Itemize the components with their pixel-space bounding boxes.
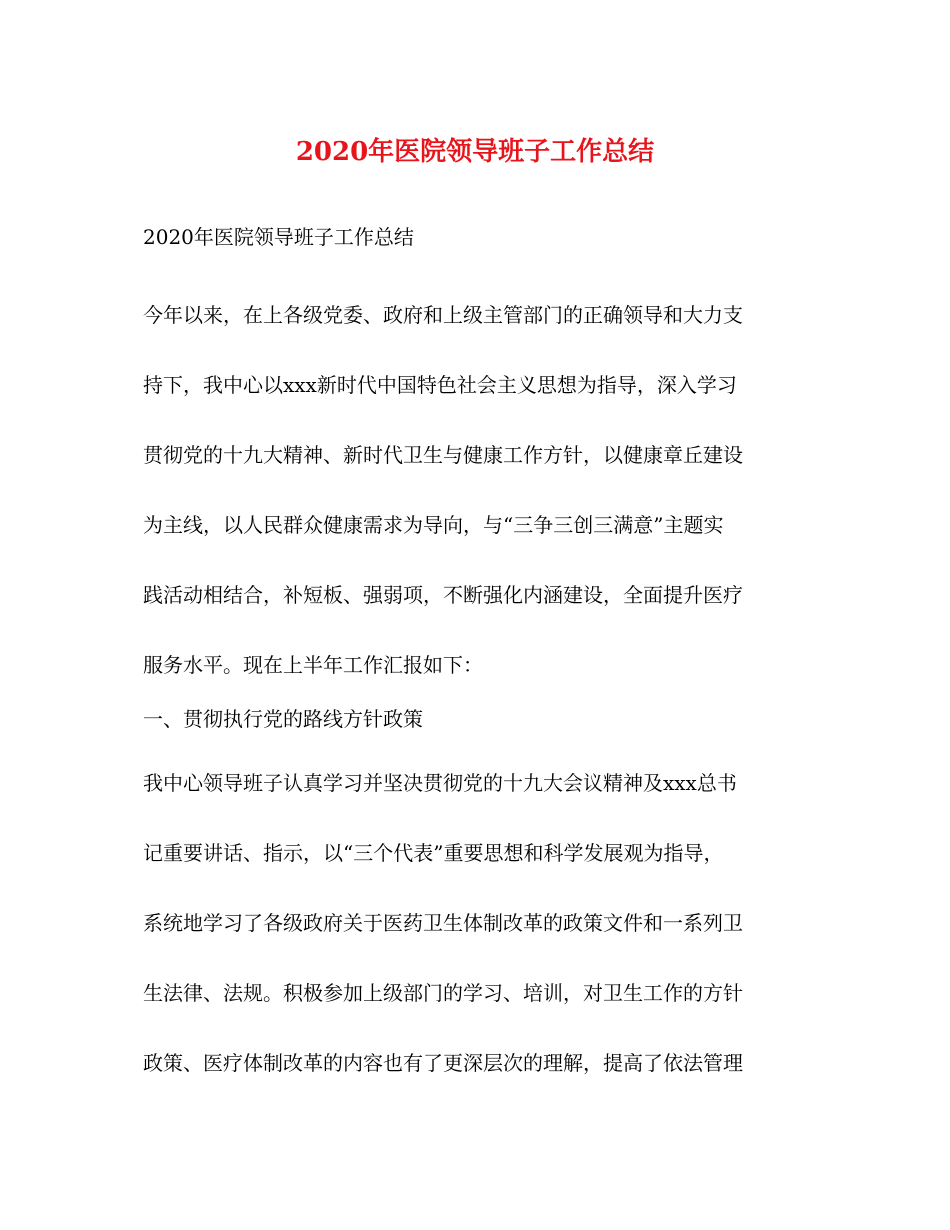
paragraph-line: 践活动相结合，补短板、强弱项，不断强化内涵建设，全面提升医疗 <box>143 583 743 607</box>
paragraph-line: 贯彻党的十九大精神、新时代卫生与健康工作方针，以健康章丘建设 <box>143 443 743 467</box>
paragraph-line: 我中心领导班子认真学习并坚决贯彻党的十九大会议精神及xxx总书 <box>143 771 737 795</box>
paragraph-line: 政策、医疗体制改革的内容也有了更深层次的理解，提高了依法管理 <box>143 1051 743 1075</box>
paragraph-line: 服务水平。现在上半年工作汇报如下： <box>143 653 483 677</box>
paragraph-line: 今年以来，在上各级党委、政府和上级主管部门的正确领导和大力支 <box>143 303 743 327</box>
section-heading: 一、贯彻执行党的路线方针政策 <box>143 707 423 731</box>
paragraph-line: 记重要讲话、指示，以“三个代表”重要思想和科学发展观为指导， <box>143 841 724 865</box>
paragraph-line: 系统地学习了各级政府关于医药卫生体制改革的政策文件和一系列卫 <box>143 911 743 935</box>
paragraph-line: 为主线，以人民群众健康需求为导向，与“三争三创三满意”主题实 <box>143 513 724 537</box>
subtitle-line: 2020年医院领导班子工作总结 <box>143 225 414 249</box>
paragraph-line: 生法律、法规。积极参加上级部门的学习、培训，对卫生工作的方针 <box>143 981 743 1005</box>
paragraph-line: 持下，我中心以xxx新时代中国特色社会主义思想为指导，深入学习 <box>143 373 737 397</box>
document-title: 2020年医院领导班子工作总结 <box>295 137 655 167</box>
